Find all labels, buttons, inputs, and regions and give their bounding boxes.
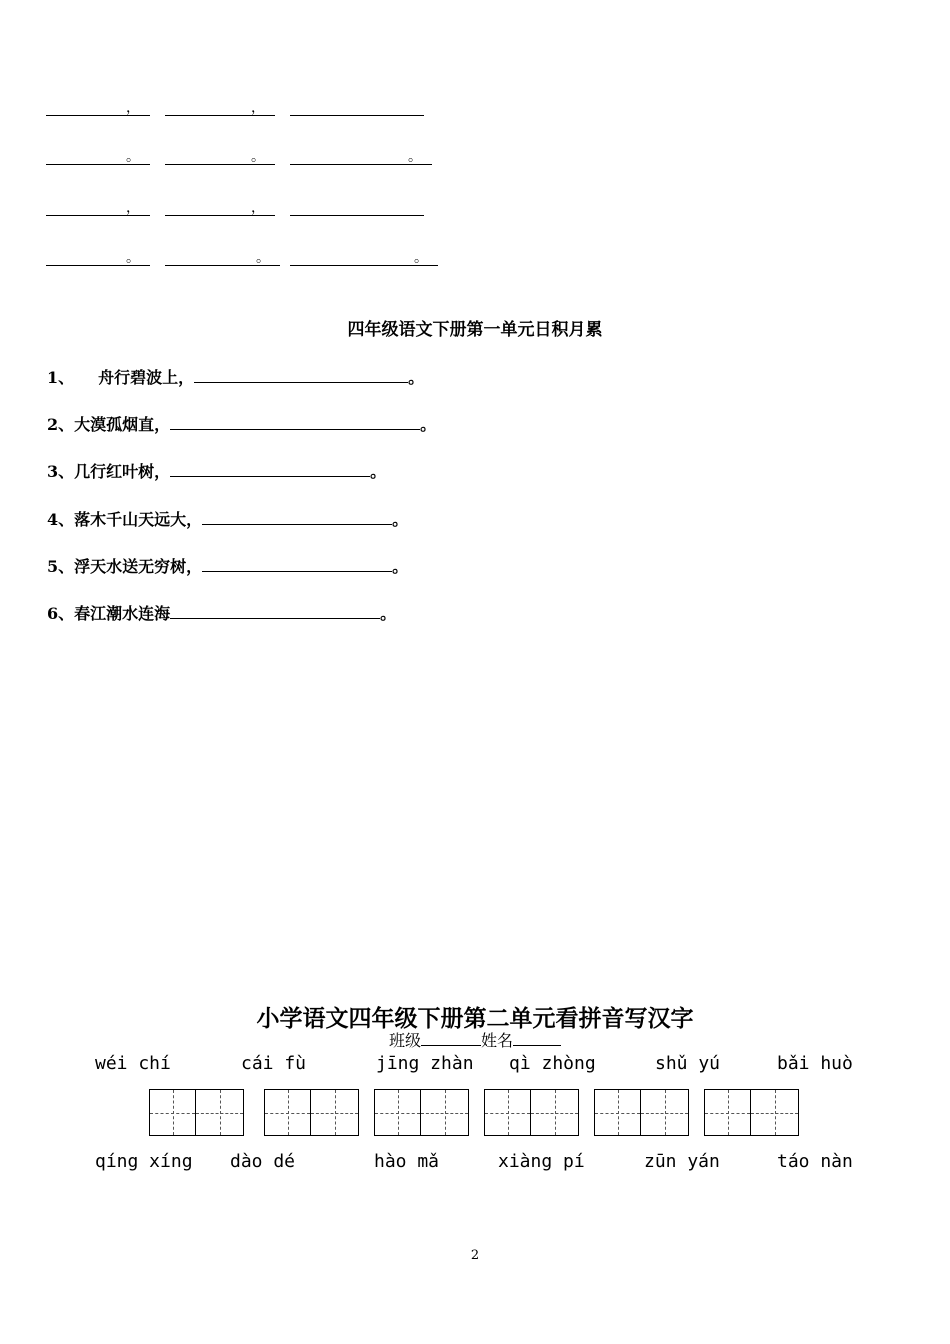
list-item — [47, 364, 424, 388]
item-end: 。 — [392, 510, 409, 529]
item-text: 落木千山天远大， — [74, 510, 203, 529]
item-number: 4、 — [47, 510, 75, 529]
page-number: 2 — [470, 1248, 480, 1263]
blank-line[interactable] — [290, 97, 424, 116]
punctuation: 。 — [126, 149, 140, 165]
grid-cell[interactable] — [264, 1089, 311, 1136]
blank-row-2 — [0, 146, 950, 166]
answer-blank[interactable] — [170, 458, 370, 477]
section-title: 四年级语文下册第一单元日积月累 — [347, 320, 603, 340]
grid-cell[interactable] — [531, 1089, 579, 1136]
answer-blank[interactable] — [194, 364, 408, 383]
item-end: 。 — [408, 368, 425, 387]
list-item — [47, 411, 436, 435]
punctuation: ， — [126, 200, 140, 216]
pinyin-word: qíng xíng — [95, 1151, 193, 1172]
writing-grid[interactable] — [264, 1089, 359, 1136]
blank-line[interactable] — [290, 146, 432, 165]
blank-line[interactable] — [165, 97, 275, 116]
class-name-line — [0, 1028, 950, 1051]
blank-line[interactable] — [165, 247, 280, 266]
class-field[interactable] — [421, 1029, 481, 1046]
item-number: 6、 — [47, 604, 75, 623]
writing-grid[interactable] — [484, 1089, 579, 1136]
blank-line[interactable] — [46, 247, 150, 266]
item-end: 。 — [370, 462, 387, 481]
item-text: 春江潮水连海 — [74, 604, 171, 623]
blank-line[interactable] — [46, 97, 150, 116]
punctuation: ， — [126, 100, 140, 116]
pinyin-word: qì zhòng — [509, 1053, 596, 1074]
grid-cell[interactable] — [484, 1089, 531, 1136]
pinyin-word: wéi chí — [95, 1053, 171, 1074]
item-number: 5、 — [47, 557, 75, 576]
name-label: 姓名 — [481, 1031, 514, 1050]
answer-blank[interactable] — [170, 600, 380, 619]
pinyin-word: cái fù — [241, 1053, 307, 1074]
answer-blank[interactable] — [170, 411, 420, 430]
blank-line[interactable] — [290, 247, 438, 266]
grid-cell[interactable] — [196, 1089, 244, 1136]
blank-row-1 — [0, 97, 950, 117]
item-end: 。 — [392, 557, 409, 576]
blank-line[interactable] — [165, 197, 275, 216]
section-title: 小学语文四年级下册第二单元看拼音写汉字 — [256, 1005, 694, 1032]
pinyin-word: dào dé — [230, 1151, 296, 1172]
answer-blank[interactable] — [202, 506, 392, 525]
pinyin-word: jīng zhàn — [376, 1053, 474, 1074]
writing-grid[interactable] — [374, 1089, 469, 1136]
item-number: 2、 — [47, 415, 75, 434]
pinyin-word: hào mǎ — [374, 1151, 440, 1172]
item-end: 。 — [380, 604, 397, 623]
list-item — [47, 553, 408, 577]
punctuation: 。 — [414, 250, 428, 266]
class-label: 班级 — [388, 1031, 421, 1050]
name-field[interactable] — [513, 1029, 561, 1046]
punctuation: 。 — [126, 250, 140, 266]
item-text: 大漠孤烟直， — [74, 415, 171, 434]
punctuation: ， — [251, 100, 265, 116]
writing-grid[interactable] — [149, 1089, 244, 1136]
blank-line[interactable] — [46, 146, 150, 165]
grid-cell[interactable] — [311, 1089, 359, 1136]
blank-line[interactable] — [290, 197, 424, 216]
writing-grid[interactable] — [704, 1089, 799, 1136]
item-number: 1、 — [47, 368, 75, 387]
punctuation: 。 — [256, 250, 270, 266]
pinyin-word: zūn yán — [644, 1151, 720, 1172]
blank-row-4 — [0, 247, 950, 267]
grid-cell[interactable] — [421, 1089, 469, 1136]
blank-line[interactable] — [46, 197, 150, 216]
blank-line[interactable] — [165, 146, 275, 165]
blank-row-3 — [0, 197, 950, 217]
punctuation: 。 — [251, 149, 265, 165]
item-text: 浮天水送无穷树， — [74, 557, 203, 576]
item-number: 3、 — [47, 462, 75, 481]
answer-blank[interactable] — [202, 553, 392, 572]
list-item — [47, 458, 386, 482]
grid-cell[interactable] — [149, 1089, 196, 1136]
pinyin-word: táo nàn — [777, 1151, 853, 1172]
grid-cell[interactable] — [374, 1089, 421, 1136]
punctuation: ， — [251, 200, 265, 216]
grid-cell[interactable] — [594, 1089, 641, 1136]
list-item — [47, 600, 396, 624]
writing-grid[interactable] — [594, 1089, 689, 1136]
pinyin-word: bǎi huò — [777, 1053, 853, 1074]
pinyin-word: shǔ yú — [655, 1053, 721, 1074]
grid-cell[interactable] — [641, 1089, 689, 1136]
item-text: 舟行碧波上， — [98, 368, 195, 387]
item-end: 。 — [420, 415, 437, 434]
list-item — [47, 506, 408, 530]
item-text: 几行红叶树， — [74, 462, 171, 481]
pinyin-word: xiàng pí — [498, 1151, 585, 1172]
grid-cell[interactable] — [704, 1089, 751, 1136]
grid-cell[interactable] — [751, 1089, 799, 1136]
punctuation: 。 — [408, 149, 422, 165]
